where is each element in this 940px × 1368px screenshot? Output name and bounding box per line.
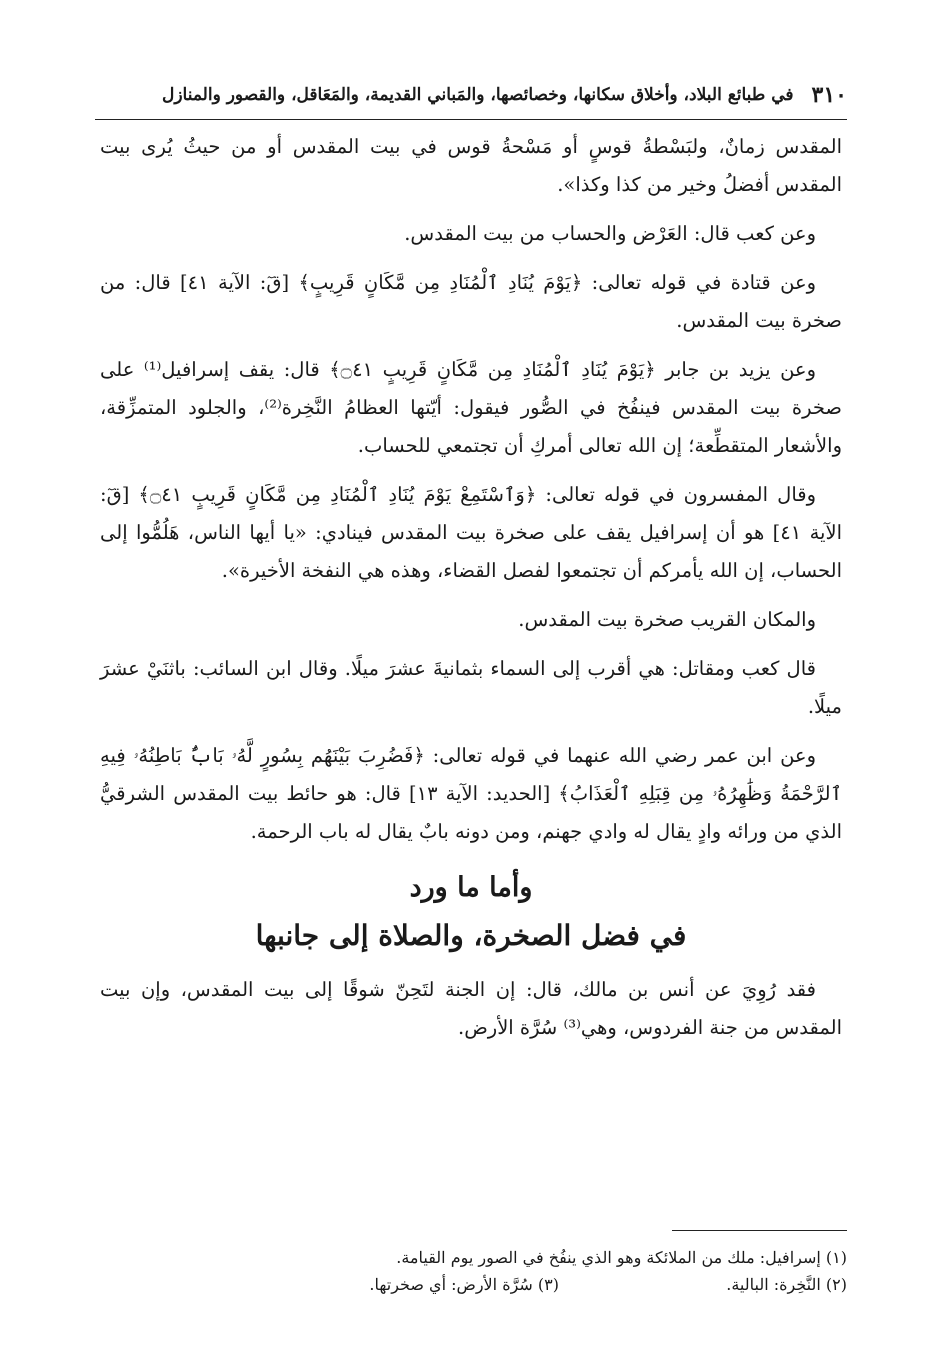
paragraph-ibn-umar: وعن ابن عمر رضي الله عنهما في قوله تعالى: ﴿فَضُرِبَ بَيْنَهُم بِسُورٍ لَّهُۥ بَابٌۢ بَاطِنُهُۥ فِيهِ ٱلرَّحْمَةُ وَظَٰهِرُهُۥ مِن قِبَلِهِ ٱلْعَذَابُ﴾ [الحديد: الآية ١٣] قال: هو حائط بيت المقدس الشرقيُّ الذي من ورائه وادٍ يقال له وادي جهنم، ومن دونه بابٌ يقال له باب الرحمة. — [100, 744, 842, 843]
paragraph-continuation: المقدس زمانٌ، ولبَسْطةُ قوسٍ أو مَسْحةُ قوس في بيت المقدس أو من حيثُ يُرى بيت المقدس أفضلُ وخير من كذا وكذا». — [100, 135, 842, 196]
section-heading-line2: في فضل الصخرة، والصلاة إلى جانبها — [255, 919, 687, 952]
header-divider — [95, 119, 847, 120]
paragraph-yazid: وعن يزيد بن جابر ﴿يَوْمَ يُنَادِ ٱلْمُنَادِ مِن مَّكَانٍ قَرِيبٍ ۝٤١﴾ قال: يقف إسرافيل⁽¹⁾ على صخرة بيت المقدس فينفُخ في الصُّور فيقول: أيّتها العظامُ النَّخِرة⁽²⁾، والجلود المتمزِّقة، والأشعار المتقطِّعة؛ إن الله تعالى أمركِ أن تجتمعي للحساب. — [100, 358, 842, 457]
paragraph-kaab: وعن كعب قال: العَرْض والحساب من بيت المقدس. — [404, 222, 816, 245]
footnote-divider — [672, 1230, 847, 1231]
section-heading-line1: وأما ما ورد — [409, 872, 533, 903]
paragraph-anas: فقد رُوِيَ عن أنس بن مالك، قال: إن الجنة لتَحِنّ شوقًا إلى بيت المقدس، وإن بيت المقدس من جنة الفردوس، وهي⁽³⁾ سُرَّة الأرض. — [100, 978, 842, 1039]
footnotes — [105, 1244, 847, 1298]
page-body — [100, 128, 842, 1058]
running-title: في طبائع البلاد، وأخلاق سكانها، وخصائصها، والمَباني القديمة، والمَعَاقل، والقصور والمنازل — [161, 85, 794, 105]
footnote-1: (١) إسرافيل: ملك من الملائكة وهو الذي ينفُخ في الصور يوم القيامة. — [396, 1248, 847, 1267]
footnote-2: (٢) النَّخِرة: البالية. — [726, 1275, 847, 1294]
footnote-3: (٣) سُرَّة الأرض: أي صخرتها. — [369, 1275, 559, 1294]
paragraph-mufassirun: وقال المفسرون في قوله تعالى: ﴿وَٱسْتَمِعْ يَوْمَ يُنَادِ ٱلْمُنَادِ مِن مَّكَانٍ قَرِيبٍ ۝٤١﴾ [قٓ: الآية ٤١] هو أن إسرافيل يقف على صخرة بيت المقدس فينادي: «يا أيها الناس، هَلُمُّوا إلى الحساب، إن الله يأمركم أن تجتمعوا لفصل القضاء، وهذه هي النفخة الأخيرة». — [100, 483, 842, 582]
page-number: ٣١٠ — [811, 82, 847, 108]
paragraph-qatada: وعن قتادة في قوله تعالى: ﴿يَوْمَ يُنَادِ ٱلْمُنَادِ مِن مَّكَانٍ قَرِيبٍ﴾ [قٓ: الآية ٤١] قال: من صخرة بيت المقدس. — [100, 271, 842, 332]
page-header — [95, 80, 847, 110]
paragraph-kaab-muqatil: قال كعب ومقاتل: هي أقرب إلى السماء بثمانيةَ عشرَ ميلًا. وقال ابن السائب: باثنَيْ عشرَ ميلًا. — [100, 657, 842, 718]
footnote-row — [105, 1271, 847, 1298]
paragraph-makan-qarib: والمكان القريب صخرة بيت المقدس. — [518, 608, 816, 631]
